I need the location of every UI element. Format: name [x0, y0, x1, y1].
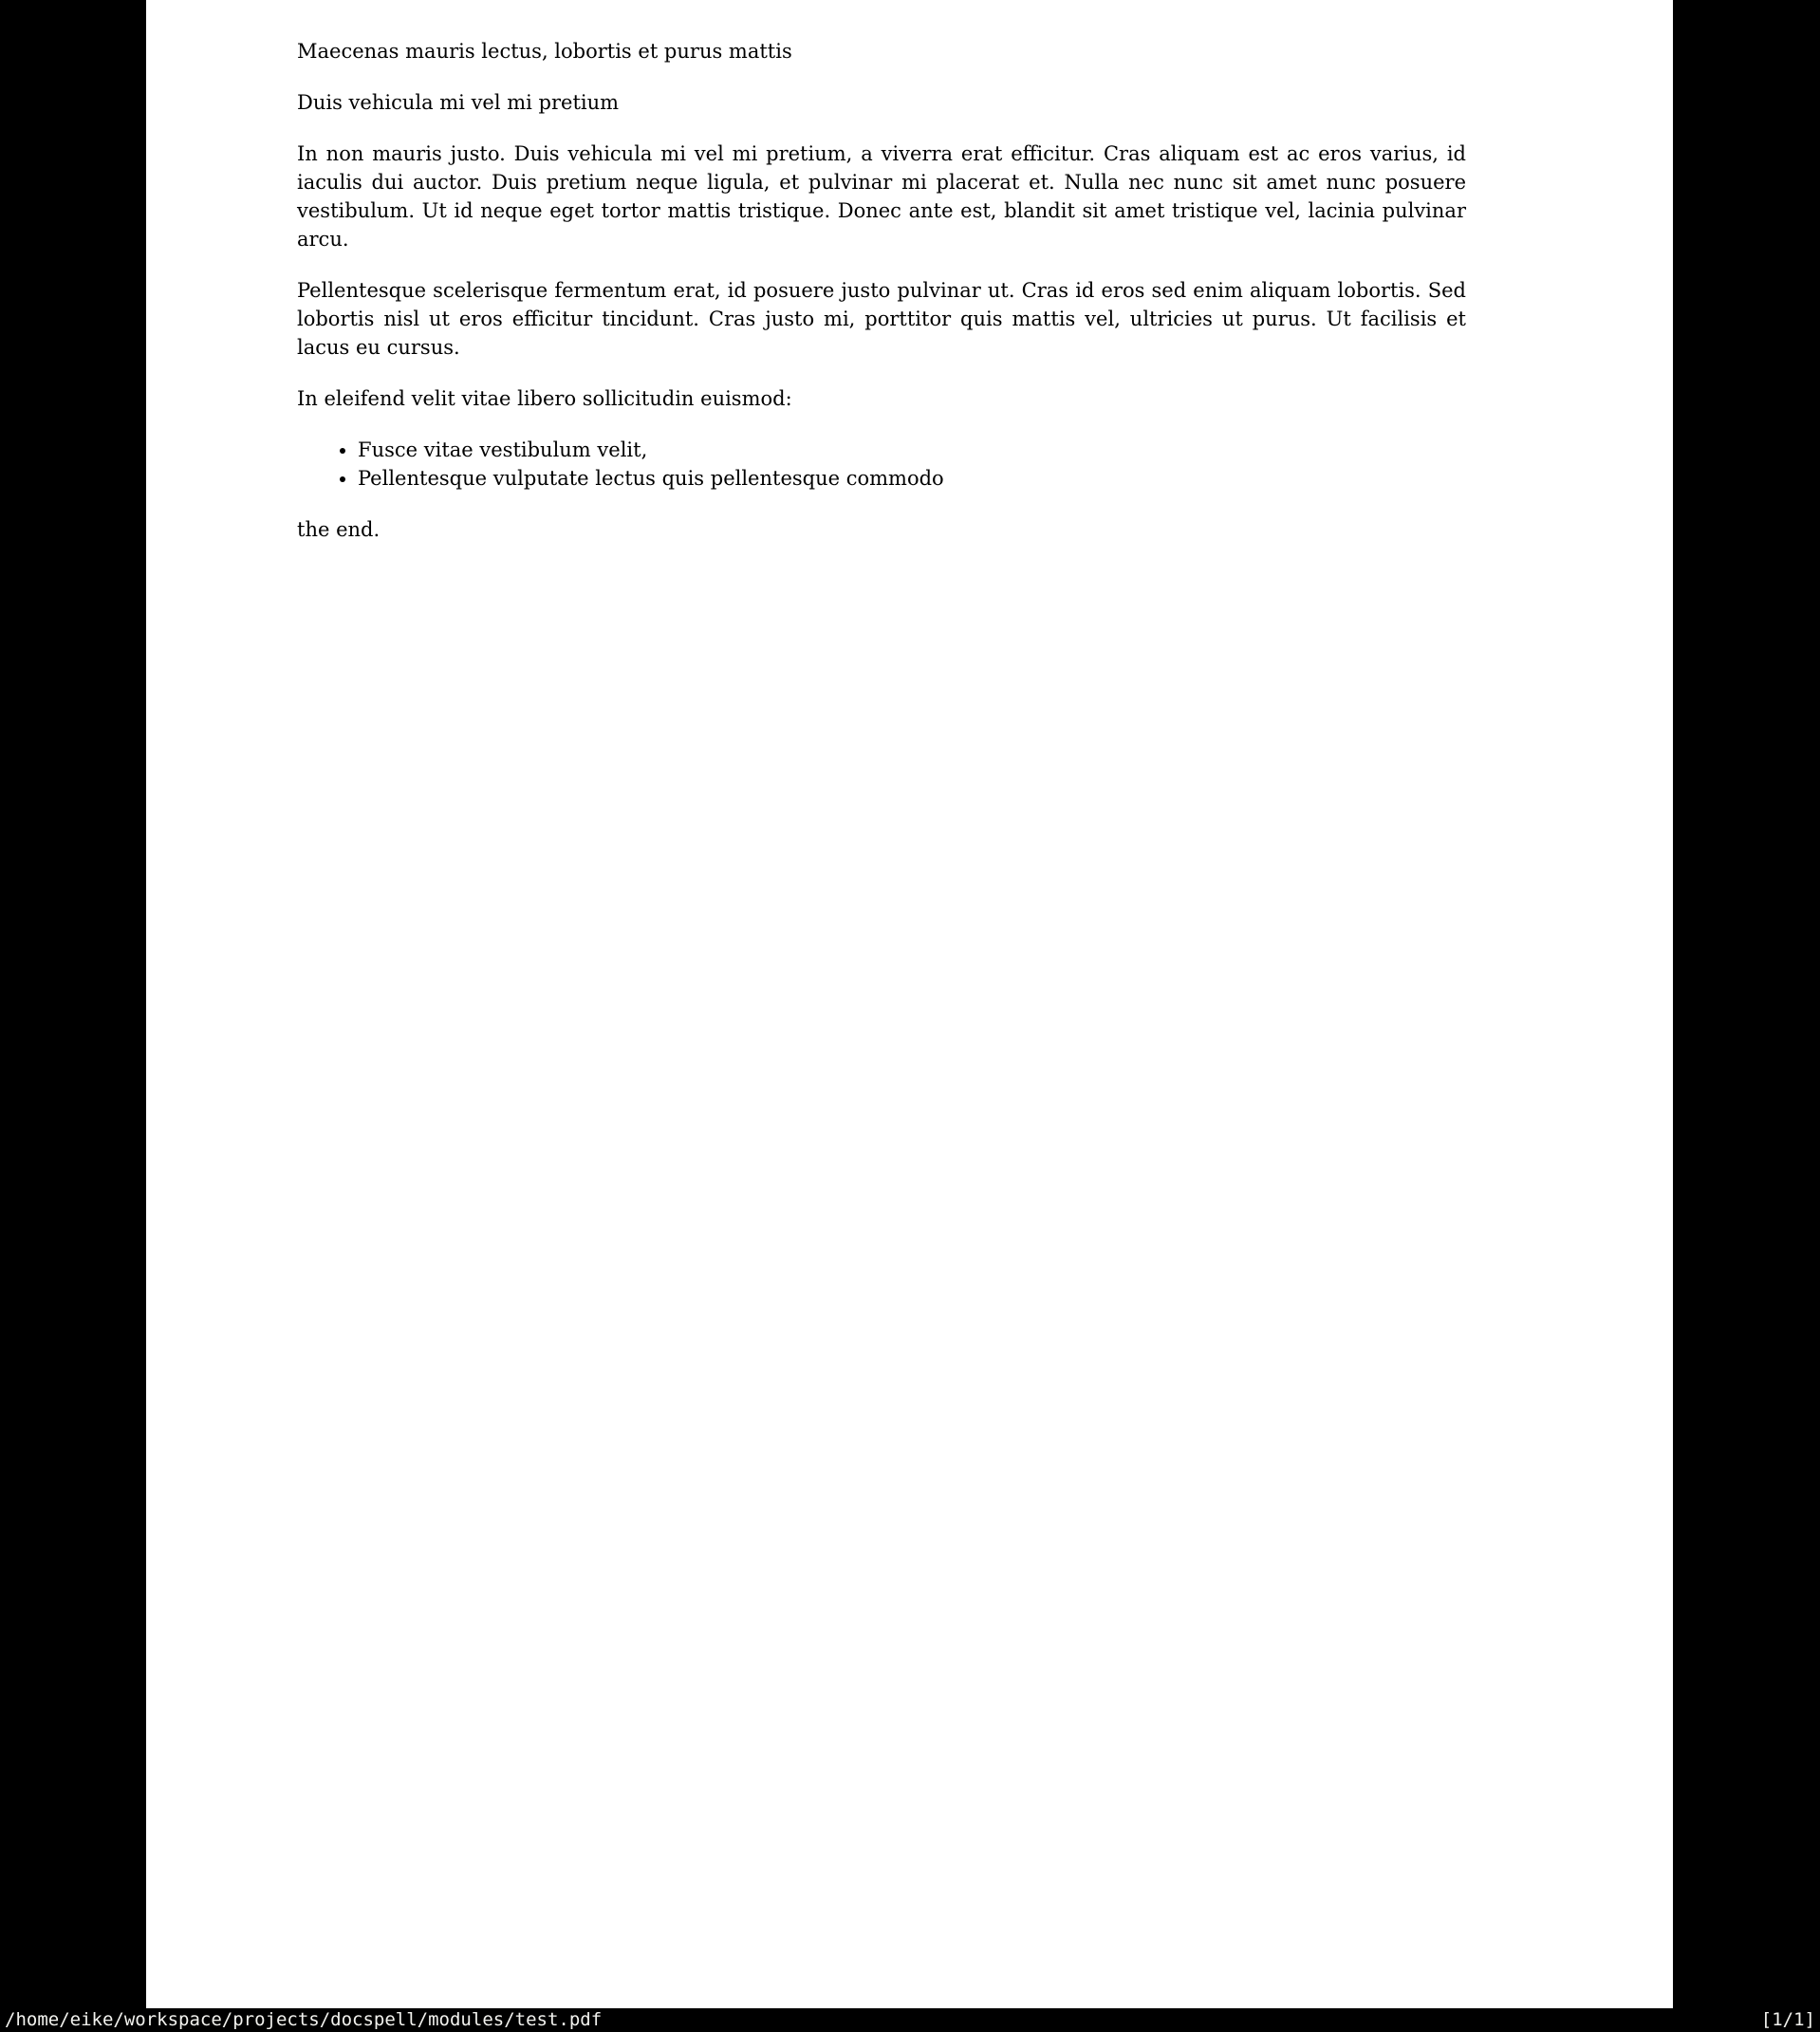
body-paragraph-2: Pellentesque scelerisque fermentum erat, id posuere justo pulvinar ut. Cras id eros sed enim aliquam lobortis. Sed lobortis nisl ut eros efficitur tincidunt. Cras justo mi, porttitor quis mattis vel, ultricies ut purus. Ut facilisis et lacus eu cursus.: [297, 279, 1466, 359]
statusbar-file-path: /home/eike/workspace/projects/docspell/modules/test.pdf: [5, 2009, 603, 2030]
statusbar-page-indicator: [1/1]: [1760, 2009, 1815, 2030]
intro-line-1: Maecenas mauris lectus, lobortis et purus mattis: [297, 40, 792, 63]
document-content: [146, 0, 1673, 544]
statusbar: [0, 2008, 1820, 2032]
pdf-page[interactable]: [146, 0, 1673, 2008]
list-item: • Pellentesque vulputate lectus quis pellentesque commodo: [358, 464, 1466, 493]
list-item: • Fusce vitae vestibulum velit,: [358, 436, 1466, 464]
bullet-list: [297, 436, 1466, 493]
closing-line: the end.: [297, 518, 381, 541]
body-paragraph-3: In eleifend velit vitae libero sollicitudin euismod:: [297, 387, 792, 410]
intro-line-2: Duis vehicula mi vel mi pretium: [297, 91, 620, 114]
body-paragraph-1: In non mauris justo. Duis vehicula mi vel mi pretium, a viverra erat efficitur. Cras aliquam est ac eros varius, id iaculis dui auctor. Duis pretium neque ligula, et pulvinar mi placerat et. Nulla nec nunc sit amet nunc posuere vestibulum. Ut id neque eget tortor mattis tristique. Donec ante est, blandit sit amet tristique vel, lacinia pulvinar arcu.: [297, 142, 1466, 251]
